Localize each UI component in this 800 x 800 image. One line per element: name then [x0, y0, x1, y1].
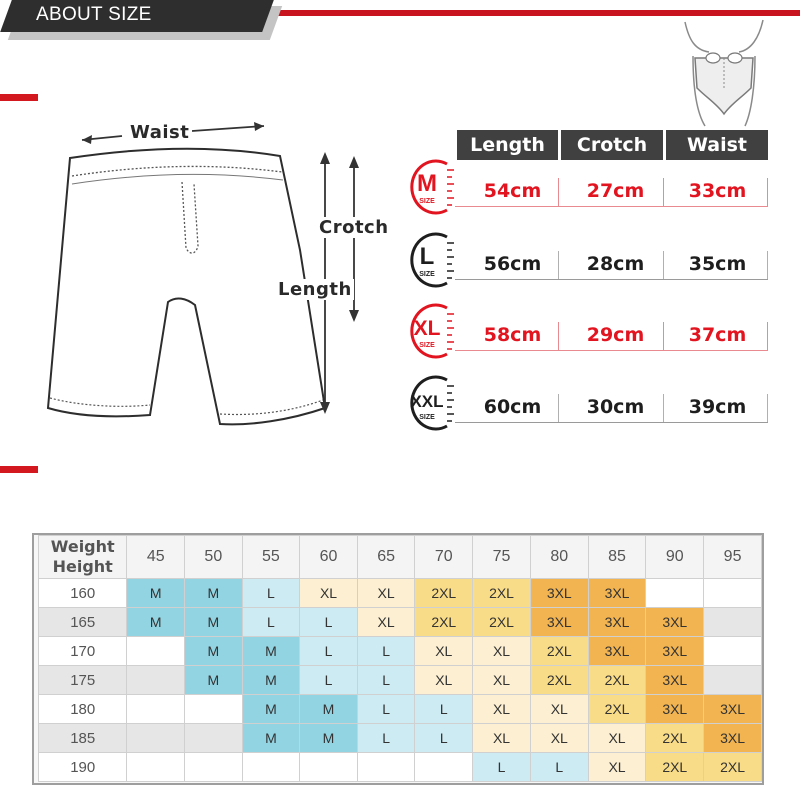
size-badge-sub: SIZE	[419, 414, 435, 421]
size-recommendation-cell: L	[242, 608, 300, 637]
size-row-divider	[663, 178, 664, 206]
size-row-divider	[558, 178, 559, 206]
height-row	[39, 753, 762, 782]
size-recommendation-cell: M	[242, 637, 300, 666]
size-recommendation-cell: 2XL	[704, 753, 762, 782]
col-header-waist: Waist	[666, 130, 768, 160]
size-l-waist-value: 35cm	[688, 253, 747, 275]
size-recommendation-cell: L	[300, 608, 358, 637]
weight-column-header: 70	[415, 536, 473, 579]
size-recommendation-cell: M	[300, 695, 358, 724]
size-row-divider	[558, 322, 559, 350]
size-recommendation-cell	[704, 637, 762, 666]
weight-column-header: 60	[300, 536, 358, 579]
size-recommendation-cell: XL	[530, 724, 588, 753]
col-header-crotch: Crotch	[561, 130, 663, 160]
size-xxl-waist-value: 39cm	[688, 396, 747, 418]
weight-column-header: 85	[588, 536, 646, 579]
size-recommendation-cell: M	[185, 608, 243, 637]
height-row-header: 165	[39, 608, 127, 637]
weight-column-header: 75	[473, 536, 531, 579]
size-row-rule	[455, 422, 768, 423]
size-recommendation-cell: XL	[530, 695, 588, 724]
size-recommendation-cell: L	[357, 637, 415, 666]
size-recommendation-cell: 2XL	[588, 666, 646, 695]
height-row	[39, 608, 762, 637]
size-recommendation-cell: 3XL	[588, 608, 646, 637]
size-xl-crotch-value: 29cm	[586, 324, 645, 346]
size-recommendation-cell: L	[357, 666, 415, 695]
size-recommendation-cell: M	[185, 579, 243, 608]
size-recommendation-cell: L	[415, 724, 473, 753]
weight-axis-label: Weight	[50, 537, 115, 556]
size-recommendation-cell: L	[415, 695, 473, 724]
size-m-length-value: 54cm	[483, 180, 542, 202]
size-recommendation-cell: XL	[473, 724, 531, 753]
size-recommendation-cell: 3XL	[530, 608, 588, 637]
size-xl-length-value: 58cm	[483, 324, 542, 346]
size-row-divider	[767, 394, 768, 422]
size-recommendation-cell: L	[357, 724, 415, 753]
size-recommendation-cell: L	[530, 753, 588, 782]
size-badge-label: XXL	[410, 392, 444, 411]
height-row-header: 175	[39, 666, 127, 695]
size-recommendation-cell: 3XL	[530, 579, 588, 608]
size-recommendation-cell: M	[242, 724, 300, 753]
height-row-header: 160	[39, 579, 127, 608]
size-recommendation-cell: 3XL	[704, 724, 762, 753]
size-row-divider	[558, 394, 559, 422]
size-xl-waist-value: 37cm	[688, 324, 747, 346]
size-recommendation-cell	[357, 753, 415, 782]
size-row-divider	[663, 322, 664, 350]
size-recommendation-cell: L	[242, 579, 300, 608]
height-axis-label: Height	[52, 557, 113, 576]
size-recommendation-cell: 2XL	[588, 695, 646, 724]
height-row-header: 170	[39, 637, 127, 666]
size-xxl-crotch-value: 30cm	[586, 396, 645, 418]
size-recommendation-cell: XL	[357, 579, 415, 608]
size-recommendation-cell: 2XL	[415, 608, 473, 637]
size-recommendation-cell	[127, 637, 185, 666]
size-recommendation-cell	[185, 695, 243, 724]
size-recommendation-cell	[300, 753, 358, 782]
size-recommendation-cell: XL	[415, 666, 473, 695]
size-l-crotch-value: 28cm	[586, 253, 645, 275]
size-recommendation-cell	[415, 753, 473, 782]
size-recommendation-cell: L	[357, 695, 415, 724]
section-marker-bottom	[0, 466, 38, 473]
size-recommendation-cell: 2XL	[473, 579, 531, 608]
height-row	[39, 579, 762, 608]
size-recommendation-cell: XL	[473, 637, 531, 666]
size-recommendation-cell: 2XL	[530, 637, 588, 666]
weight-column-header: 95	[704, 536, 762, 579]
length-label: Length	[278, 279, 352, 300]
weight-column-header: 80	[530, 536, 588, 579]
size-recommendation-cell: 2XL	[646, 724, 704, 753]
size-recommendation-cell: 3XL	[646, 695, 704, 724]
size-recommendation-cell: L	[300, 666, 358, 695]
size-l-length-value: 56cm	[483, 253, 542, 275]
page-title: ABOUT SIZE	[36, 4, 152, 25]
height-row	[39, 637, 762, 666]
size-recommendation-cell	[242, 753, 300, 782]
size-recommendation-cell	[646, 579, 704, 608]
weight-column-header: 50	[185, 536, 243, 579]
size-recommendation-cell: XL	[300, 579, 358, 608]
weight-height-corner	[39, 536, 127, 579]
size-recommendation-cell: 3XL	[588, 637, 646, 666]
weight-column-header: 55	[242, 536, 300, 579]
size-row-divider	[663, 251, 664, 279]
size-row-rule	[455, 279, 768, 280]
size-recommendation-cell: 2XL	[530, 666, 588, 695]
weight-column-header: 65	[357, 536, 415, 579]
size-badge-sub: SIZE	[419, 342, 435, 349]
size-recommendation-cell	[127, 695, 185, 724]
size-recommendation-cell	[127, 666, 185, 695]
height-row	[39, 695, 762, 724]
size-recommendation-cell: XL	[357, 608, 415, 637]
size-recommendation-cell: 3XL	[646, 666, 704, 695]
size-row-rule	[455, 350, 768, 351]
size-row-divider	[767, 178, 768, 206]
size-recommendation-chart	[32, 533, 764, 785]
size-recommendation-cell: L	[300, 637, 358, 666]
size-recommendation-cell: XL	[588, 724, 646, 753]
waist-label: Waist	[127, 122, 192, 143]
size-row-divider	[558, 251, 559, 279]
size-m-crotch-value: 27cm	[586, 180, 645, 202]
size-badge-label: L	[419, 243, 435, 270]
size-row-rule	[455, 206, 768, 207]
model-hips-illustration	[655, 18, 785, 128]
size-xxl-length-value: 60cm	[483, 396, 542, 418]
size-recommendation-cell: 2XL	[646, 753, 704, 782]
size-row-divider	[663, 394, 664, 422]
height-row	[39, 724, 762, 753]
size-recommendation-table	[38, 535, 762, 782]
size-badge-l	[403, 231, 455, 289]
height-row-header: 185	[39, 724, 127, 753]
size-recommendation-cell: M	[185, 637, 243, 666]
size-recommendation-cell	[127, 724, 185, 753]
weight-column-header: 90	[646, 536, 704, 579]
size-recommendation-cell: XL	[473, 666, 531, 695]
size-recommendation-cell: 3XL	[704, 695, 762, 724]
size-recommendation-cell: XL	[473, 695, 531, 724]
size-recommendation-cell: XL	[588, 753, 646, 782]
size-recommendation-cell	[704, 608, 762, 637]
size-badge-xl	[403, 302, 455, 360]
size-recommendation-cell	[185, 724, 243, 753]
size-badge-xxl	[403, 374, 455, 432]
size-recommendation-cell: XL	[415, 637, 473, 666]
size-recommendation-cell	[704, 579, 762, 608]
size-recommendation-cell: 2XL	[473, 608, 531, 637]
height-row-header: 190	[39, 753, 127, 782]
size-recommendation-cell: L	[473, 753, 531, 782]
size-recommendation-cell: 2XL	[415, 579, 473, 608]
crotch-label: Crotch	[319, 217, 389, 238]
size-badge-sub: SIZE	[419, 198, 435, 205]
weight-column-header: 45	[127, 536, 185, 579]
size-recommendation-cell: 3XL	[646, 608, 704, 637]
size-badge-label: M	[417, 170, 437, 197]
size-recommendation-cell: M	[127, 608, 185, 637]
size-recommendation-cell: M	[242, 666, 300, 695]
size-recommendation-cell: 3XL	[646, 637, 704, 666]
size-recommendation-cell	[704, 666, 762, 695]
size-recommendation-cell: M	[300, 724, 358, 753]
size-badge-label: XL	[413, 317, 441, 340]
size-recommendation-cell: 3XL	[588, 579, 646, 608]
size-row-divider	[767, 251, 768, 279]
col-header-length: Length	[457, 130, 558, 160]
height-row	[39, 666, 762, 695]
size-recommendation-cell	[127, 753, 185, 782]
size-recommendation-cell: M	[242, 695, 300, 724]
height-row-header: 180	[39, 695, 127, 724]
size-recommendation-cell	[185, 753, 243, 782]
size-badge-m	[403, 158, 455, 216]
size-badge-sub: SIZE	[419, 271, 435, 278]
size-recommendation-cell: M	[127, 579, 185, 608]
size-m-waist-value: 33cm	[688, 180, 747, 202]
size-row-divider	[767, 322, 768, 350]
size-recommendation-cell: M	[185, 666, 243, 695]
